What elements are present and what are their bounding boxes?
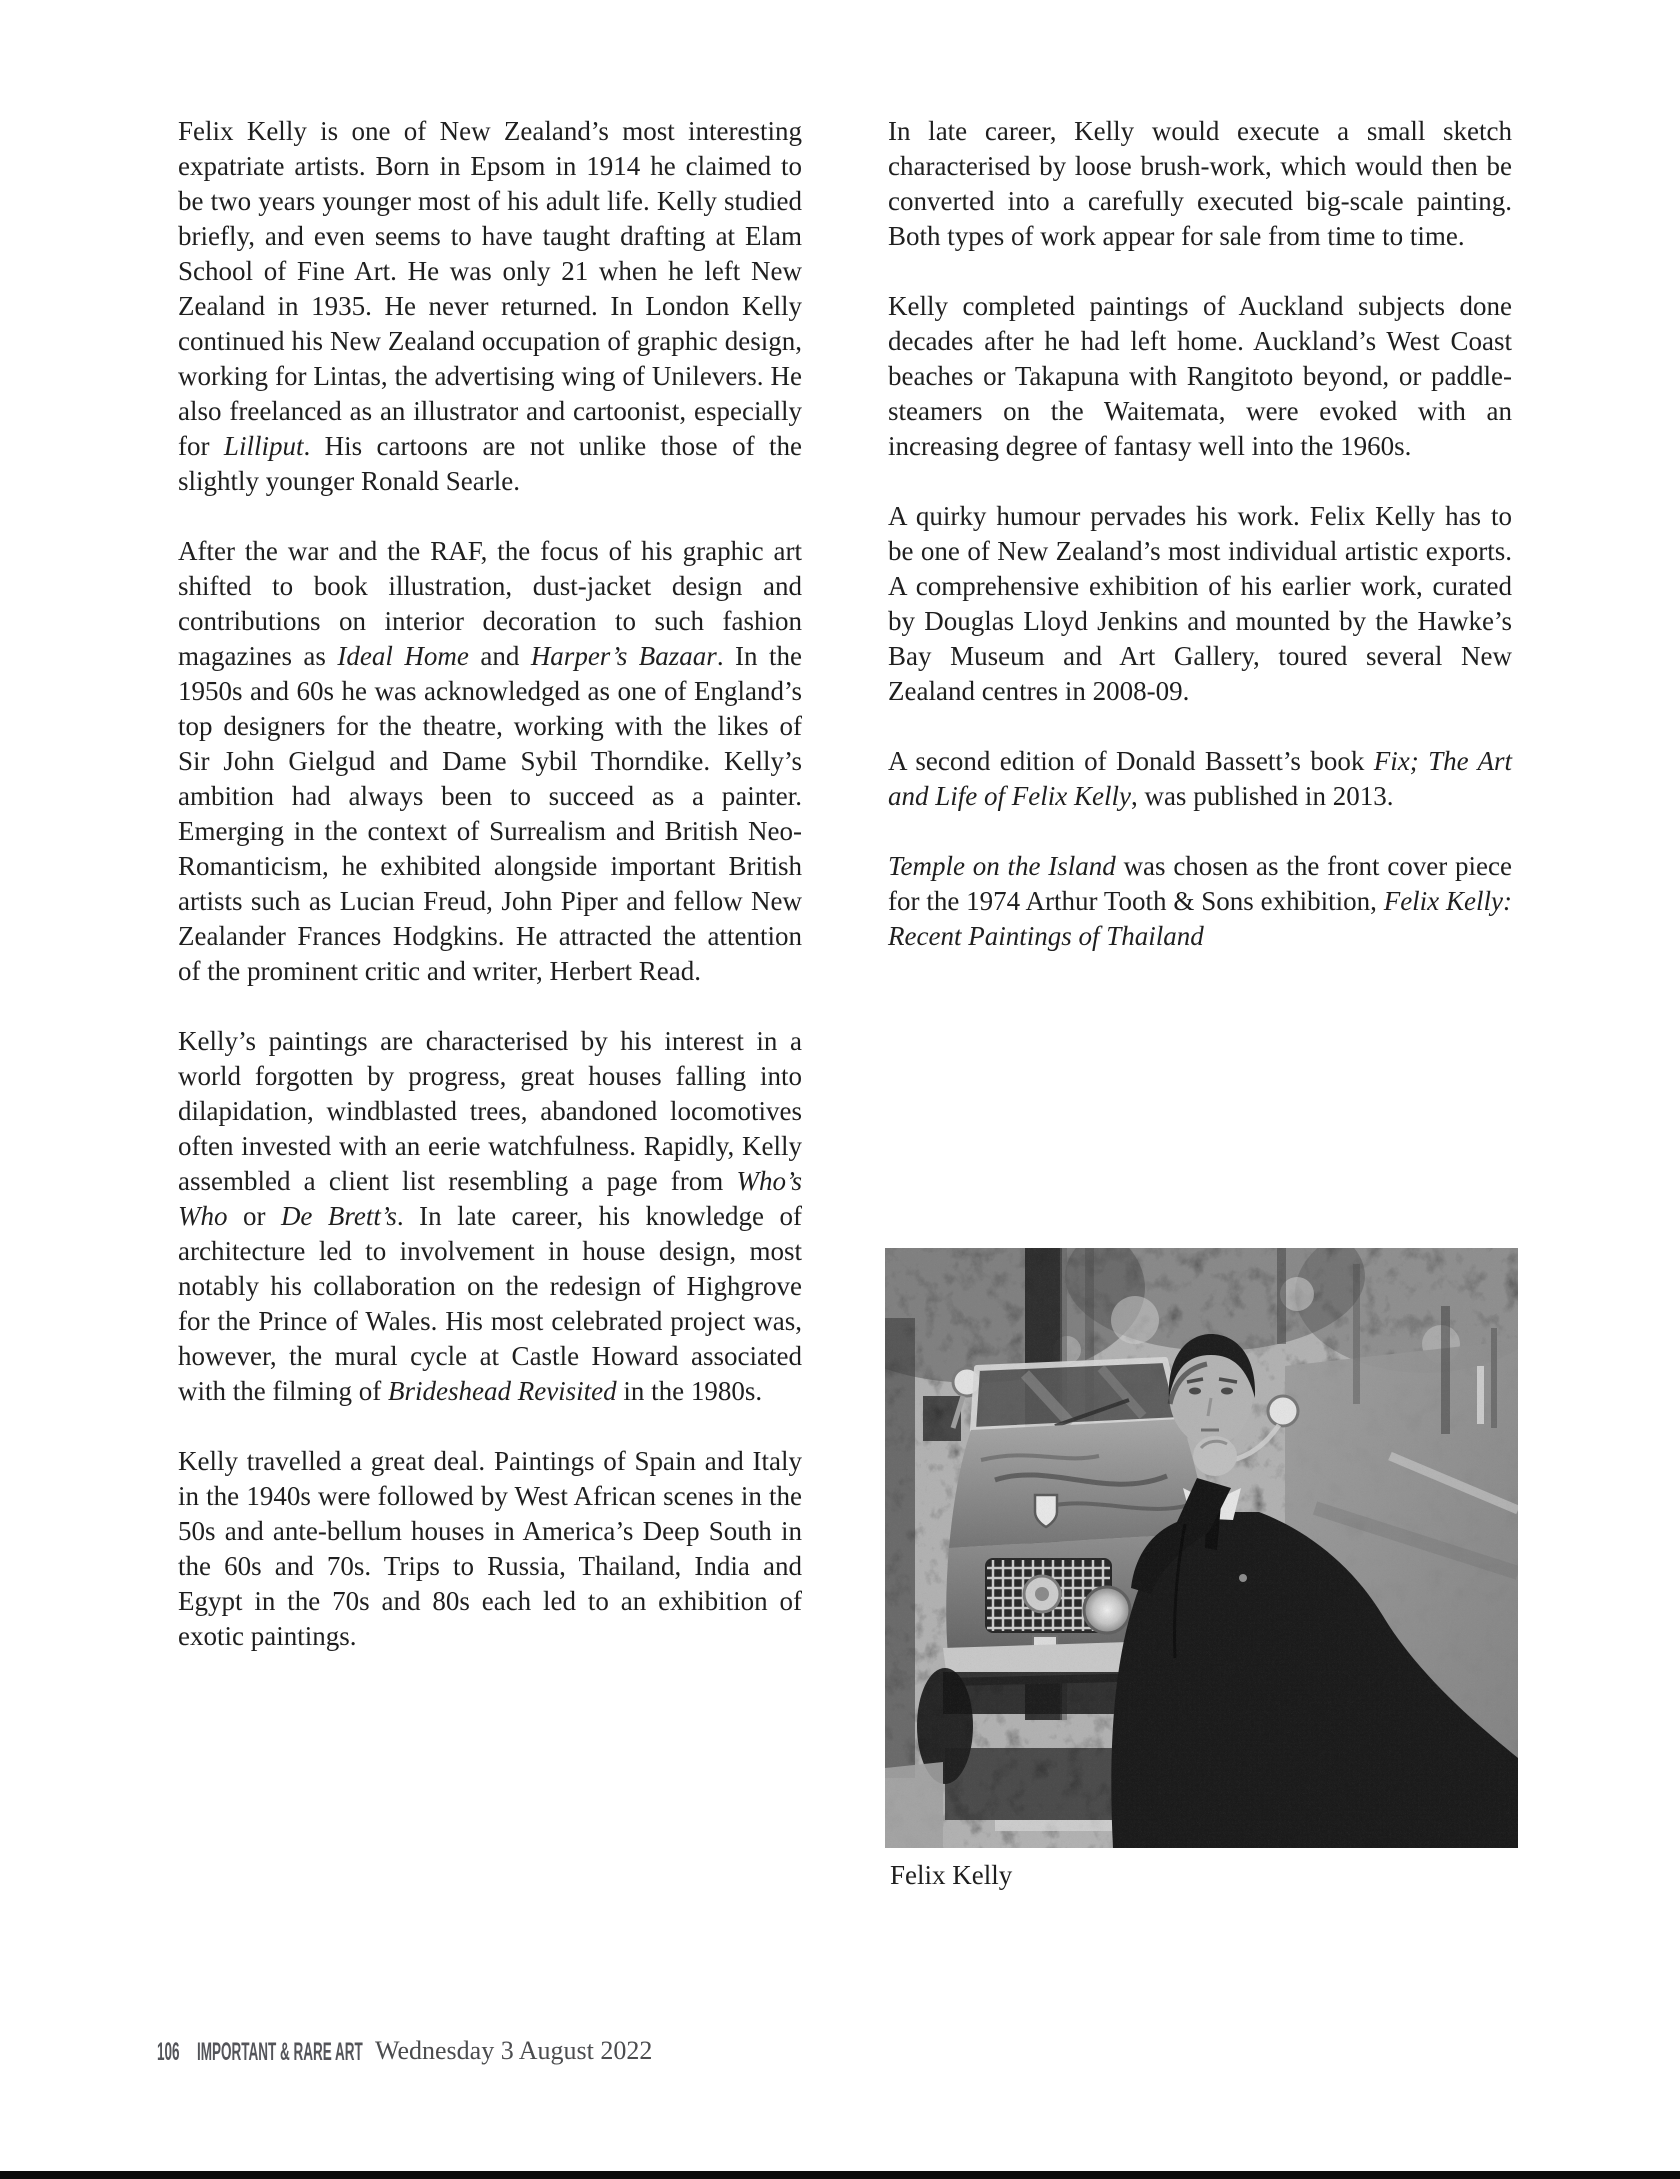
text-run: in the 1980s. (616, 1376, 763, 1406)
paragraph (888, 499, 1512, 709)
text-run: Brideshead Revisited (387, 1376, 617, 1406)
text-run: Kelly completed paintings of Auckland subjects done decades after he had left home. Auckland’s West Coast beaches or Takapuna with Rangitoto beyond, or paddle-steamers on the Waitemata, were evoked with an increasing degree of fantasy well into the 1960s. (888, 291, 1512, 461)
text-run: and (468, 641, 531, 671)
text-run: A quirky humour pervades his work. Felix Kelly has to be one of New Zealand’s most individual artistic exports. A comprehensive exhibition of his earlier work, curated by Douglas Lloyd Jenkins and mounted by the Hawke’s Bay Museum and Art Gallery, toured several New Zealand centres in 2008-09. (888, 501, 1512, 706)
text-run: Kelly travelled a great deal. Paintings of Spain and Italy in the 1940s were followed by West African scenes in the 50s and ante-bellum houses in America’s Deep South in the 60s and 70s. Trips to Russia, Thailand, India and Egypt in the 70s and 80s each led to an exhibition of exotic paintings. (178, 1446, 802, 1651)
felix-kelly-photo (885, 1248, 1518, 1848)
text-run: A second edition of Donald Bassett’s book (888, 746, 1374, 776)
paragraph (178, 1444, 802, 1654)
text-run: Temple on the Island (888, 851, 1116, 881)
paragraph (888, 744, 1512, 814)
text-run: or (227, 1201, 281, 1231)
text-run: In late career, Kelly would execute a small sketch characterised by loose brush-work, which would then be converted into a carefully executed big-scale painting. Both types of work appear for sale from time to time. (888, 116, 1512, 251)
text-run: Fix; The Art and Life of Felix Kelly (888, 746, 1513, 811)
text-run: Felix Kelly is one of New Zealand’s most interesting expatriate artists. Born in Epsom in 1914 he claimed to be two years younger most of his adult life. Kelly studied briefly, and even seems to have taught drafting at Elam School of Fine Art. He was only 21 when he left New Zealand in 1935. He never returned. In London Kelly continued his New Zealand occupation of graphic design, working for Lintas, the advertising wing of Unilevers. He also freelanced as an illustrator and cartoonist, especially for (178, 116, 802, 461)
text-run: De Brett’s (280, 1201, 397, 1231)
text-run: Harper’s Bazaar (530, 641, 717, 671)
text-run: . In late career, his knowledge of architecture led to involvement in house design, most notably his collaboration on the redesign of Highgrove for the Prince of Wales. His most celebrated project was, however, the mural cycle at Castle Howard associated with the filming of (178, 1201, 802, 1406)
paragraph (178, 114, 802, 499)
paragraph (178, 534, 802, 989)
bottom-black-bar (0, 2171, 1680, 2179)
text-run: , was published in 2013. (1130, 781, 1394, 811)
text-run: Ideal Home (337, 641, 469, 671)
paragraph (888, 849, 1512, 954)
page-footer (157, 2034, 877, 2078)
text-run: was chosen as the front cover piece for the 1974 Arthur Tooth & Sons exhibition, (888, 851, 1512, 916)
text-run: After the war and the RAF, the focus of his graphic art shifted to book illustration, dust-jacket design and contributions on interior decoration to such fashion magazines as (178, 536, 802, 671)
film-grain (885, 1248, 1518, 1848)
text-run: Felix Kelly: Recent Paintings of Thailand (888, 886, 1512, 951)
text-run: . In the 1950s and 60s he was acknowledged as one of England’s top designers for the theatre, working with the likes of Sir John Gielgud and Dame Sybil Thorndike. Kelly’s ambition had always been to succeed as a painter. Emerging in the context of Surrealism and British Neo-Romanticism, he exhibited alongside important British artists such as Lucian Freud, John Piper and fellow New Zealander Frances Hodgkins. He attracted the attention of the prominent critic and writer, Herbert Read. (178, 641, 803, 986)
text-run: . His cartoons are not unlike those of the slightly younger Ronald Searle. (178, 431, 802, 496)
paragraph (888, 114, 1512, 254)
sale-date: Wednesday 3 August 2022 (375, 2036, 653, 2065)
catalog-title: IMPORTANT & RARE ART (197, 2038, 363, 2066)
paragraph (888, 289, 1512, 464)
paragraph (178, 1024, 802, 1409)
right-text-column (888, 114, 1512, 954)
text-run: Kelly’s paintings are characterised by his interest in a world forgotten by progress, great houses falling into dilapidation, windblasted trees, abandoned locomotives often invested with an eerie watchfulness. Rapidly, Kelly assembled a client list resembling a page from (178, 1026, 802, 1196)
page-number: 106 (157, 2038, 180, 2066)
left-text-column (178, 114, 802, 1654)
photo-caption: Felix Kelly (890, 1860, 1013, 1890)
felix-kelly-photograph (885, 1248, 1518, 1848)
text-run: Lilliput (223, 431, 304, 461)
text-run: Who’s Who (178, 1166, 802, 1231)
